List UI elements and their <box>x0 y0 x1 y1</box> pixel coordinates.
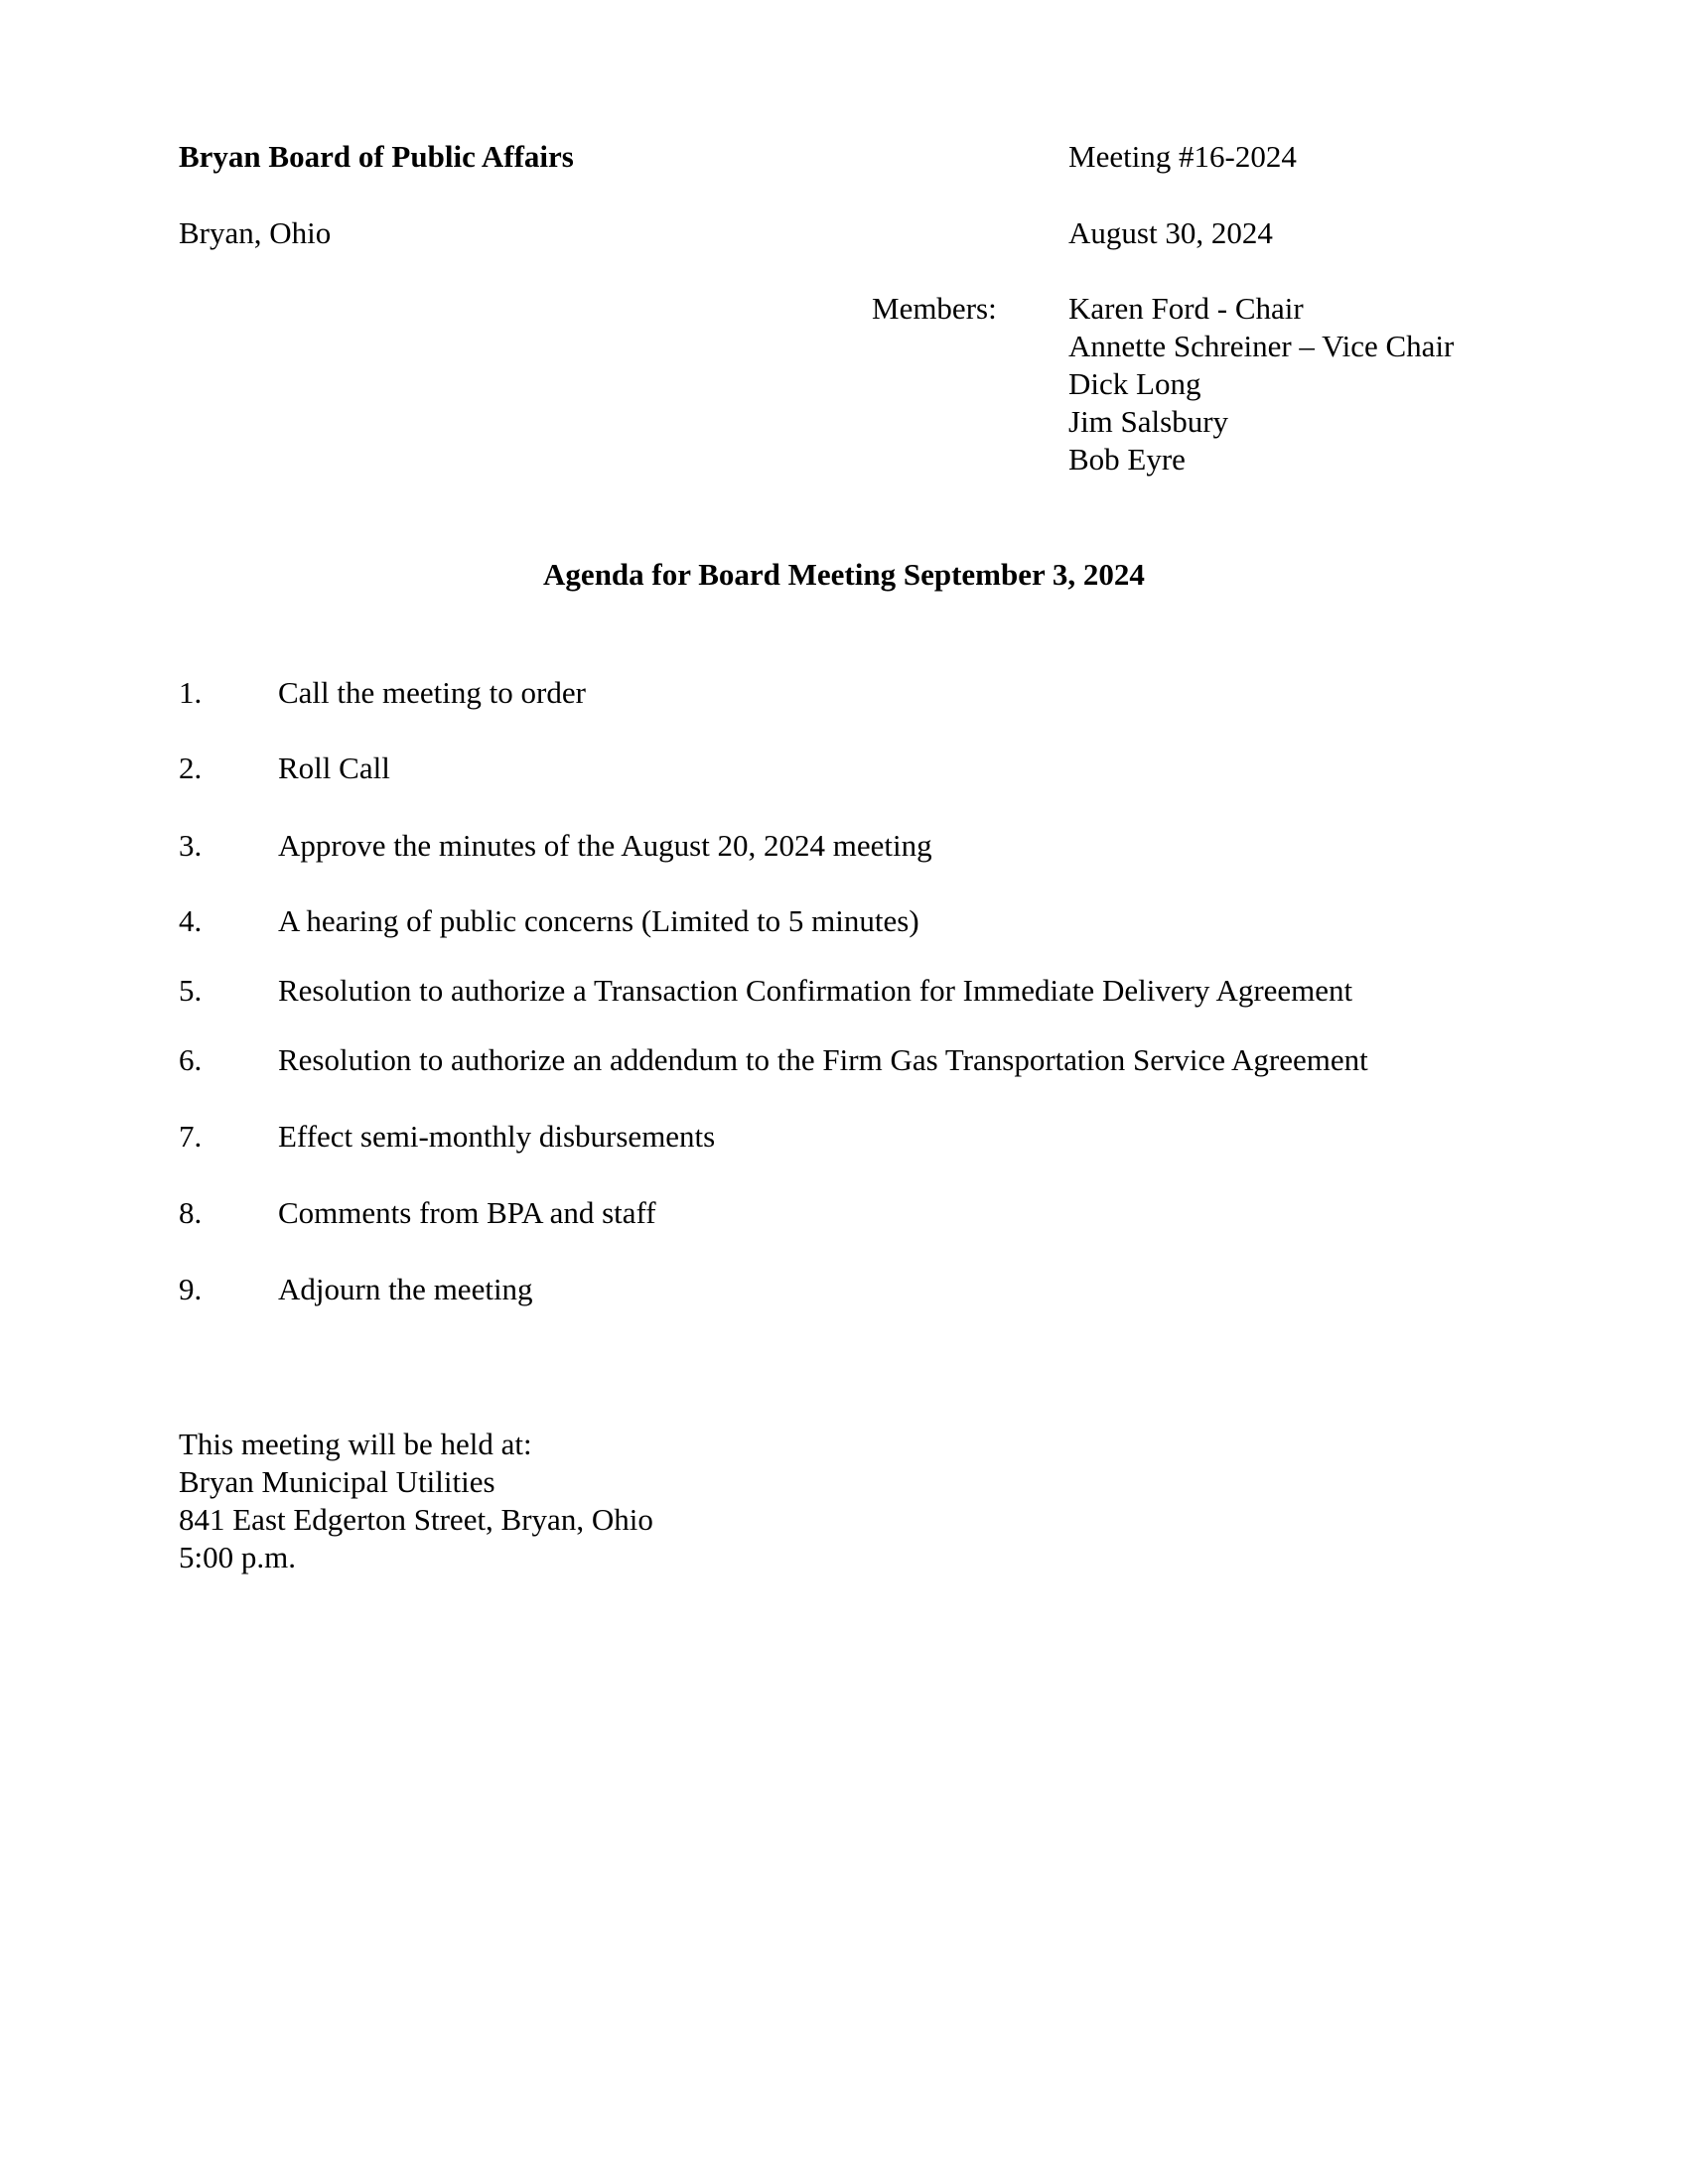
member: Jim Salsbury <box>1068 404 1229 439</box>
agenda-item-text: Adjourn the meeting <box>278 1272 533 1306</box>
organization-name: Bryan Board of Public Affairs <box>179 139 574 174</box>
agenda-item-number: 9. <box>179 1272 203 1306</box>
agenda-item <box>179 972 1352 1010</box>
agenda-item-text: Call the meeting to order <box>278 675 586 710</box>
agenda-item <box>179 827 932 865</box>
agenda-item <box>179 902 919 940</box>
member: Annette Schreiner – Vice Chair <box>1068 329 1455 363</box>
member: Karen Ford - Chair <box>1068 291 1304 326</box>
agenda-item-number: 3. <box>179 828 203 863</box>
agenda-item-number: 1. <box>179 675 203 710</box>
member: Dick Long <box>1068 366 1201 401</box>
agenda-item-text: Effect semi-monthly disbursements <box>278 1119 716 1154</box>
meeting-date: August 30, 2024 <box>1068 215 1273 250</box>
meeting-location-block <box>179 1426 653 1576</box>
agenda-item-text: Roll Call <box>278 751 390 785</box>
agenda-item-number: 2. <box>179 751 203 785</box>
member: Bob Eyre <box>1068 442 1186 477</box>
members-label: Members: <box>872 291 997 326</box>
agenda-item <box>179 750 390 787</box>
agenda-item-number: 5. <box>179 973 203 1008</box>
agenda-item <box>179 674 586 712</box>
venue-address: 841 East Edgerton Street, Bryan, Ohio <box>179 1502 653 1537</box>
agenda-item-number: 7. <box>179 1119 203 1154</box>
agenda-item <box>179 1194 656 1232</box>
meeting-time: 5:00 p.m. <box>179 1540 296 1574</box>
agenda-item-number: 8. <box>179 1195 203 1230</box>
agenda-item-text: Resolution to authorize a Transaction Confirmation for Immediate Delivery Agreement <box>278 973 1353 1008</box>
agenda-item-number: 4. <box>179 903 203 938</box>
agenda-item <box>179 1271 533 1308</box>
venue-name: Bryan Municipal Utilities <box>179 1464 495 1499</box>
agenda-item <box>179 1041 1368 1079</box>
agenda-item-text: Resolution to authorize an addendum to the Firm Gas Transportation Service Agreement <box>278 1042 1368 1077</box>
agenda-title: Agenda for Board Meeting September 3, 2024 <box>543 557 1145 592</box>
agenda-item-text: Comments from BPA and staff <box>278 1195 656 1230</box>
agenda-item-text: A hearing of public concerns (Limited to 5 minutes) <box>278 903 919 938</box>
agenda-item-number: 6. <box>179 1042 203 1077</box>
organization-location: Bryan, Ohio <box>179 215 332 250</box>
location-intro: This meeting will be held at: <box>179 1427 532 1461</box>
members-list <box>1068 290 1454 478</box>
agenda-item-text: Approve the minutes of the August 20, 2024 meeting <box>278 828 932 863</box>
meeting-number: Meeting #16-2024 <box>1068 139 1297 174</box>
agenda-item <box>179 1118 715 1156</box>
